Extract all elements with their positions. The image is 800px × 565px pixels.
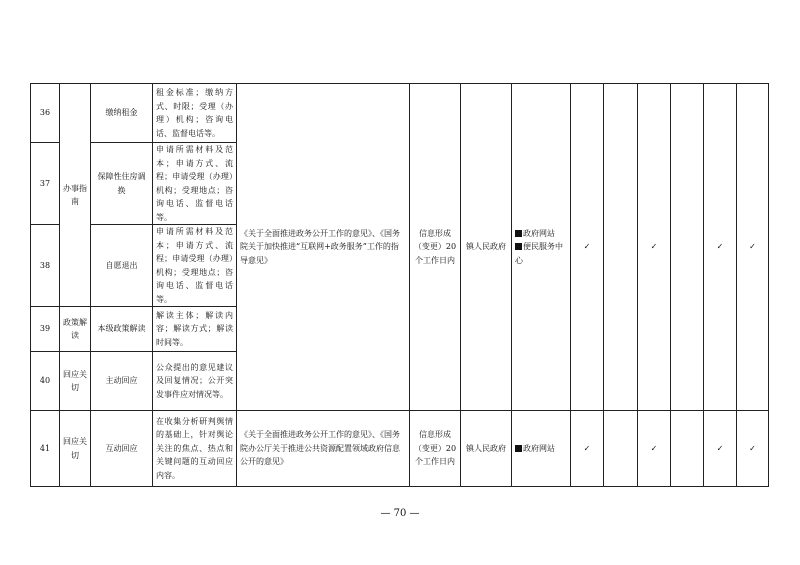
- square-bullet-icon: [515, 230, 522, 237]
- row-number: 40: [31, 352, 60, 411]
- category-cell: 回应关切: [60, 411, 91, 487]
- check-cell-empty: [671, 411, 704, 487]
- checkmark-icon: ✓: [571, 411, 604, 487]
- item-cell: 保障性住房调换: [91, 143, 153, 225]
- subject-cell: 镇人民政府: [461, 411, 512, 487]
- checkmark-icon: ✓: [737, 84, 769, 411]
- content-cell: 公众提出的意见建议及回复情况；公开突发事件应对情况等。: [153, 352, 237, 411]
- checkmark-icon: ✓: [704, 411, 737, 487]
- channel-cell: [512, 411, 571, 487]
- page-number: — 70 —: [380, 508, 420, 519]
- category-cell: 回应关切: [60, 352, 91, 411]
- channel-item: 政府网站: [515, 227, 567, 241]
- check-cell-empty: [604, 84, 638, 411]
- square-bullet-icon: [515, 445, 522, 452]
- disclosure-table: [30, 83, 769, 487]
- row-number: 36: [31, 84, 60, 143]
- checkmark-icon: ✓: [638, 411, 671, 487]
- row-number: 38: [31, 225, 60, 307]
- channel-item: 便民服务中心: [515, 242, 563, 265]
- content-cell: 解读主体；解读内容；解读方式；解读时间等。: [153, 307, 237, 352]
- content-cell: 在收集分析研判舆情的基础上，针对舆论关注的焦点、热点和关键问题的互动回应内容。: [153, 411, 237, 487]
- subject-cell: 镇人民政府: [461, 84, 512, 411]
- category-cell: 政策解读: [60, 307, 91, 352]
- checkmark-icon: ✓: [704, 84, 737, 411]
- channel-cell: [512, 84, 571, 411]
- item-cell: 缴纳租金: [91, 84, 153, 143]
- item-cell: 本级政策解读: [91, 307, 153, 352]
- channel-item: 政府网站: [515, 442, 567, 456]
- row-number: 37: [31, 143, 60, 225]
- row-number: 39: [31, 307, 60, 352]
- check-cell-empty: [604, 411, 638, 487]
- table-row: [31, 411, 769, 487]
- content-cell: 申请所需材料及范本；申请方式、流程；申请受理（办理）机构；受理地点；咨询电话、监督电话等。: [153, 225, 237, 307]
- content-cell: 租金标准；缴纳方式、时限；受理（办理）机构；咨询电话、监督电话等。: [153, 84, 237, 143]
- item-cell: 自愿退出: [91, 225, 153, 307]
- checkmark-icon: ✓: [571, 84, 604, 411]
- row-number: 41: [31, 411, 60, 487]
- checkmark-icon: ✓: [638, 84, 671, 411]
- time-cell: 信息形成（变更）20个工作日内: [410, 411, 461, 487]
- category-cell: 办事指南: [60, 84, 91, 307]
- time-cell: 信息形成（变更）20个工作日内: [410, 84, 461, 411]
- basis-cell: 《关于全面推进政务公开工作的意见》、《国务院关于加快推进“互联网+政务服务”工作的指导意见》: [237, 84, 410, 411]
- checkmark-icon: ✓: [737, 411, 769, 487]
- content-cell: 申请所需材料及范本；申请方式、流程；申请受理（办理）机构；受理地点；咨询电话、监督电话等。: [153, 143, 237, 225]
- check-cell-empty: [671, 84, 704, 411]
- basis-cell: 《关于全面推进政务公开工作的意见》、《国务院办公厅关于推进公共资源配置领域政府信息公开的意见》: [237, 411, 410, 487]
- item-cell: 互动回应: [91, 411, 153, 487]
- item-cell: 主动回应: [91, 352, 153, 411]
- square-bullet-icon: [515, 243, 522, 250]
- table-row: [31, 84, 769, 143]
